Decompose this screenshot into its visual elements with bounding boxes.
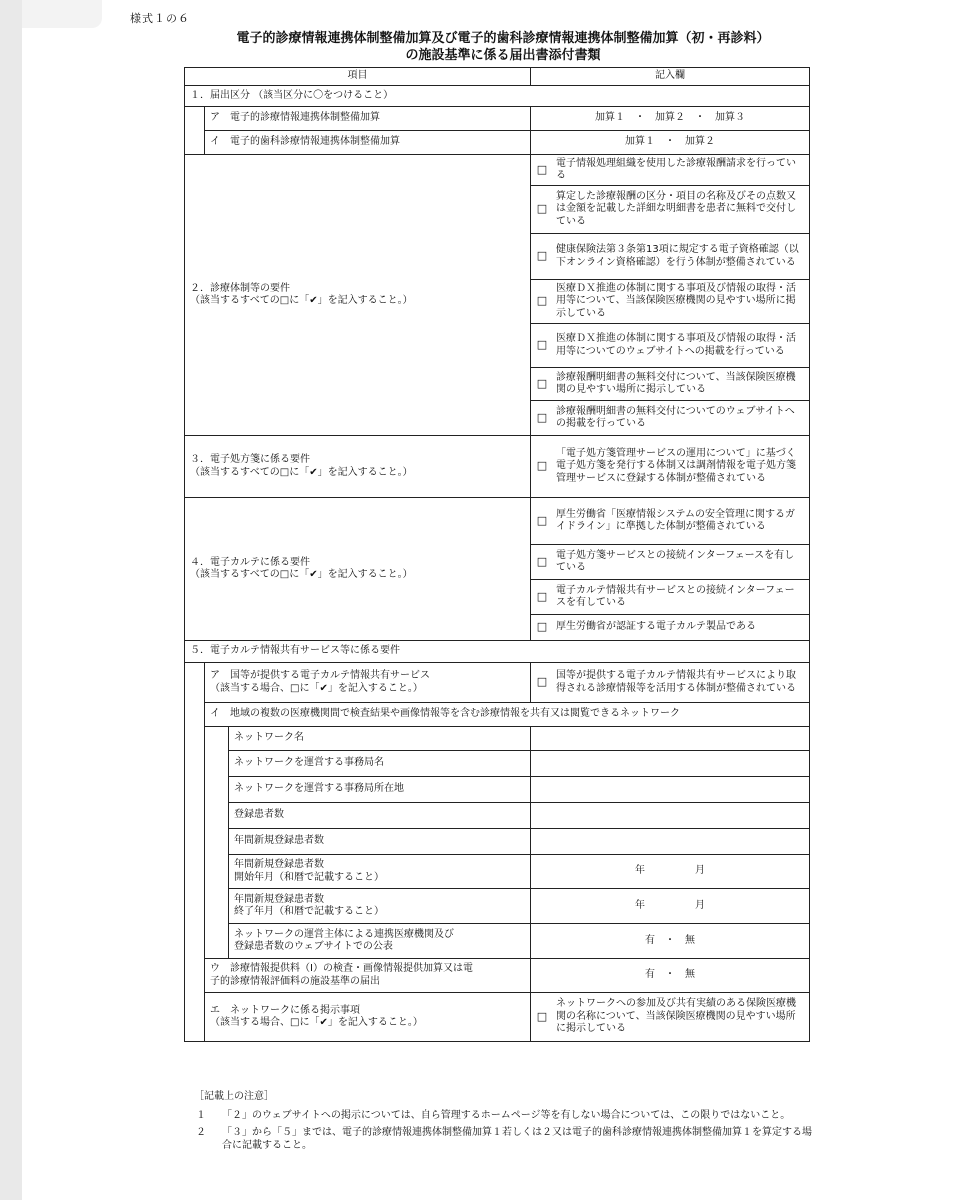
checkbox-row — [536, 406, 804, 431]
network-label — [229, 727, 531, 751]
indent-cell — [185, 107, 205, 131]
checkbox[interactable]: □ — [536, 249, 548, 263]
indent-cell — [205, 829, 229, 855]
checkbox[interactable]: □ — [536, 513, 548, 527]
checkbox[interactable]: □ — [536, 459, 548, 473]
note-text: 「２」のウェブサイトへの掲示については、自ら管理するホームページ等を有しない場合については、この限りではないこと。 — [222, 1110, 791, 1121]
sec5-u-row — [185, 959, 810, 993]
network-row — [185, 889, 810, 924]
label-line: （該当する場合、□に「✔」を記入すること。） — [210, 1017, 423, 1028]
network-value[interactable]: 年 月 — [531, 855, 810, 889]
label-line: ネットワークの運営主体による連携医療機関及び — [234, 928, 454, 940]
checkbox[interactable]: □ — [536, 338, 548, 352]
checkbox-row — [536, 550, 804, 575]
network-label — [229, 803, 531, 829]
sec2-item — [531, 401, 810, 436]
sec5-i-row — [185, 703, 810, 727]
sec5-e-row — [185, 993, 810, 1042]
network-label — [229, 777, 531, 803]
sec5-label: ５．電子カルテ情報共有サービス等に係る要件 — [185, 641, 810, 663]
network-label — [229, 829, 531, 855]
network-label — [229, 889, 531, 924]
indent-cell — [205, 751, 229, 777]
sec1-a-value[interactable]: 加算１ ・ 加算２ ・ 加算３ — [531, 107, 810, 131]
checkbox[interactable]: □ — [536, 410, 548, 424]
document-title — [150, 30, 856, 64]
sec4-item — [531, 498, 810, 545]
network-label — [229, 751, 531, 777]
checkbox-row — [536, 191, 804, 229]
sec1-i-label: イ 電子的歯科診療情報連携体制整備加算 — [205, 131, 531, 155]
checkbox-text: ネットワークへの参加及び共有実績のある保険医療機関の名称について、当該保険医療機関の見やすい場所に掲示している — [556, 998, 796, 1035]
checkbox[interactable]: □ — [536, 162, 548, 176]
label-line: 年間新規登録患者数 — [234, 835, 324, 847]
checkbox-row — [536, 670, 804, 695]
indent-cell — [185, 727, 205, 751]
network-label — [229, 924, 531, 959]
sec4-item — [531, 545, 810, 580]
sec3-item — [531, 436, 810, 498]
indent-cell — [185, 829, 205, 855]
sec3-row — [185, 436, 810, 498]
checkbox-text: 「電子処方箋管理サービスの運用について」に基づく電子処方箋を発行する体制又は調剤情報を電子処方箋管理サービスに登録する体制が整備されている — [556, 447, 796, 484]
label-line: （該当する場合、□に「✔」を記入すること。） — [210, 682, 423, 694]
checkbox[interactable]: □ — [536, 202, 548, 216]
sec2-item — [531, 368, 810, 401]
checkbox[interactable]: □ — [536, 620, 548, 634]
sec5-a-row — [185, 663, 810, 703]
checkbox[interactable]: □ — [536, 675, 548, 689]
checkbox-text: 健康保険法第３条第13項に規定する電子資格確認（以下オンライン資格確認）を行う体制が整備されている — [556, 244, 799, 268]
sec2-item — [531, 186, 810, 234]
note-number: １ — [196, 1110, 206, 1121]
network-value[interactable] — [531, 803, 810, 829]
sec1-i-value[interactable]: 加算１ ・ 加算２ — [531, 131, 810, 155]
checkbox-text: 電子カルテ情報共有サービスとの接続インターフェースを有している — [556, 584, 795, 608]
checkbox-text: 電子処方箋サービスとの接続インターフェースを有している — [556, 549, 795, 573]
form-number: 様式１の６ — [130, 12, 190, 25]
network-row — [185, 855, 810, 889]
sec2-item — [531, 234, 810, 280]
checkbox-row — [536, 998, 804, 1036]
sec1-i-row — [185, 131, 810, 155]
label-line: エ ネットワークに係る掲示事項 — [210, 1004, 360, 1016]
network-value[interactable] — [531, 777, 810, 803]
header-row — [185, 68, 810, 86]
sec5-e-label — [205, 993, 531, 1042]
checkbox-text: 算定した診療報酬の区分・項目の名称及びその点数又は金額を記載した詳細な明細書を患者に無料で交付している — [556, 190, 796, 227]
sec5-a-label — [205, 663, 531, 703]
indent-cell — [185, 803, 205, 829]
label-line: （該当するすべての□に「✔」を記入すること。） — [190, 569, 413, 580]
sec5-u-label — [205, 959, 531, 993]
network-value[interactable]: 有 ・ 無 — [531, 924, 810, 959]
sec4-item — [531, 615, 810, 641]
checkbox-text: 厚生労働省が認証する電子カルテ製品である — [556, 621, 756, 633]
label-line: ネットワーク名 — [234, 732, 304, 744]
sec2-item — [531, 155, 810, 186]
indent-cell — [185, 889, 205, 924]
checkbox-text: 医療ＤＸ推進の体制に関する事項及び情報の取得・活用等について、当該保険医療機関の見やすい場所に掲示している — [556, 282, 796, 319]
checkbox-text: 医療ＤＸ推進の体制に関する事項及び情報の取得・活用等についてのウェブサイトへの掲載を行っている — [556, 333, 796, 357]
sec2-item — [531, 280, 810, 324]
form-table — [184, 67, 810, 1042]
indent-cell — [185, 855, 205, 889]
network-value[interactable] — [531, 751, 810, 777]
notes-heading: ［記載上の注意］ — [194, 1091, 274, 1102]
sec1-row — [185, 86, 810, 107]
indent-cell — [205, 889, 229, 924]
sec1-a-row — [185, 107, 810, 131]
label-line: 子的診療情報評価料の施設基準の届出 — [210, 975, 380, 987]
network-value[interactable] — [531, 829, 810, 855]
notes-section — [194, 1090, 814, 1156]
checkbox-text: 診療報酬明細書の無料交付について、当該保険医療機関の見やすい場所に掲示している — [556, 371, 796, 395]
checkbox-row — [536, 158, 804, 183]
indent-cell — [185, 131, 205, 155]
label-line: 開始年月（和暦で記載すること） — [234, 871, 384, 883]
sec1-a-label: ア 電子的診療情報連携体制整備加算 — [205, 107, 531, 131]
checkbox-row — [536, 509, 804, 534]
indent-cell — [205, 777, 229, 803]
label-line: 登録患者数のウェブサイトでの公表 — [234, 941, 393, 952]
checkbox-text: 厚生労働省「医療情報システムの安全管理に関するガイドライン」に準拠した体制が整備されている — [556, 508, 795, 532]
sec2-row — [185, 155, 810, 186]
sec1-label: １．届出区分 （該当区分に〇をつけること） — [185, 86, 810, 107]
network-label — [229, 855, 531, 889]
label-line: 終了年月（和暦で記載すること） — [234, 906, 384, 917]
label-line: ３．電子処方箋に係る要件 — [190, 454, 310, 465]
label-line: ２．診療体制等の要件 — [190, 282, 290, 294]
label-line: ネットワークを運営する事務局名 — [234, 757, 384, 769]
network-value[interactable] — [531, 727, 810, 751]
indent-cell — [185, 663, 205, 703]
label-line: 登録患者数 — [234, 809, 284, 821]
label-line: ４．電子カルテに係る要件 — [190, 556, 310, 568]
header-item: 項目 — [185, 68, 531, 86]
checkbox-row — [536, 585, 804, 610]
indent-cell — [185, 993, 205, 1042]
label-line: ウ 診療情報提供料（Ⅰ）の検査・画像情報提供加算又は電 — [210, 963, 473, 974]
sec3-label — [185, 436, 531, 498]
network-row — [185, 803, 810, 829]
label-line: 年間新規登録患者数 — [234, 893, 324, 905]
network-row — [185, 727, 810, 751]
checkbox-row — [536, 244, 804, 269]
checkbox-row — [536, 448, 804, 486]
indent-cell — [205, 924, 229, 959]
sec5-a-item — [531, 663, 810, 703]
page-tab — [22, 0, 102, 28]
checkbox-row — [536, 372, 804, 397]
checkbox-row — [536, 333, 804, 358]
title-line-1: 電子的診療情報連携体制整備加算及び電子的歯科診療情報連携体制整備加算（初・再診料） — [236, 31, 770, 46]
checkbox[interactable]: □ — [536, 294, 548, 308]
indent-cell — [185, 959, 205, 993]
note-text: 「３」から「５」までは、電子的診療情報連携体制整備加算１若しくは２又は電子的歯科診療情報連携体制整備加算１を算定する場合に記載すること。 — [222, 1127, 812, 1151]
checkbox-text: 国等が提供する電子カルテ情報共有サービスにより取得される診療情報等を活用する体制が整備されている — [556, 670, 796, 694]
sec5-row — [185, 641, 810, 663]
sec4-item — [531, 580, 810, 615]
checkbox-row — [536, 621, 804, 634]
checkbox[interactable]: □ — [536, 1009, 548, 1023]
note-item — [194, 1109, 814, 1122]
checkbox[interactable]: □ — [536, 589, 548, 603]
label-line: （該当するすべての□に「✔」を記入すること。） — [190, 295, 413, 306]
sec5-i-label: イ 地域の複数の医療機関間で検査結果や画像情報等を含む診療情報を共有又は閲覧できるネットワーク — [205, 703, 810, 727]
checkbox-row — [536, 283, 804, 321]
checkbox-text: 診療報酬明細書の無料交付についてのウェブサイトへの掲載を行っている — [556, 405, 795, 429]
label-line: （該当するすべての□に「✔」を記入すること。） — [190, 466, 413, 478]
label-line: ネットワークを運営する事務局所在地 — [234, 783, 404, 795]
indent-cell — [205, 727, 229, 751]
sec5-u-value[interactable]: 有 ・ 無 — [531, 959, 810, 993]
label-line: ア 国等が提供する電子カルテ情報共有サービス — [210, 670, 430, 681]
network-row — [185, 924, 810, 959]
note-item — [194, 1126, 814, 1152]
indent-cell — [205, 803, 229, 829]
indent-cell — [185, 777, 205, 803]
sec5-e-item — [531, 993, 810, 1042]
sec2-item — [531, 324, 810, 368]
network-row — [185, 777, 810, 803]
label-line: 年間新規登録患者数 — [234, 859, 324, 870]
header-entry: 記入欄 — [531, 68, 810, 86]
checkbox[interactable]: □ — [536, 554, 548, 568]
network-value[interactable]: 年 月 — [531, 889, 810, 924]
indent-cell — [205, 855, 229, 889]
network-row — [185, 829, 810, 855]
indent-cell — [185, 924, 205, 959]
title-line-2: の施設基準に係る届出書添付書類 — [405, 48, 601, 63]
sec4-label — [185, 498, 531, 641]
checkbox-text: 電子情報処理組織を使用した診療報酬請求を行っている — [556, 157, 796, 181]
checkbox[interactable]: □ — [536, 376, 548, 390]
network-row — [185, 751, 810, 777]
indent-cell — [185, 703, 205, 727]
sec4-row — [185, 498, 810, 545]
note-number: ２ — [196, 1127, 206, 1138]
indent-cell — [185, 751, 205, 777]
sec2-label — [185, 155, 531, 436]
